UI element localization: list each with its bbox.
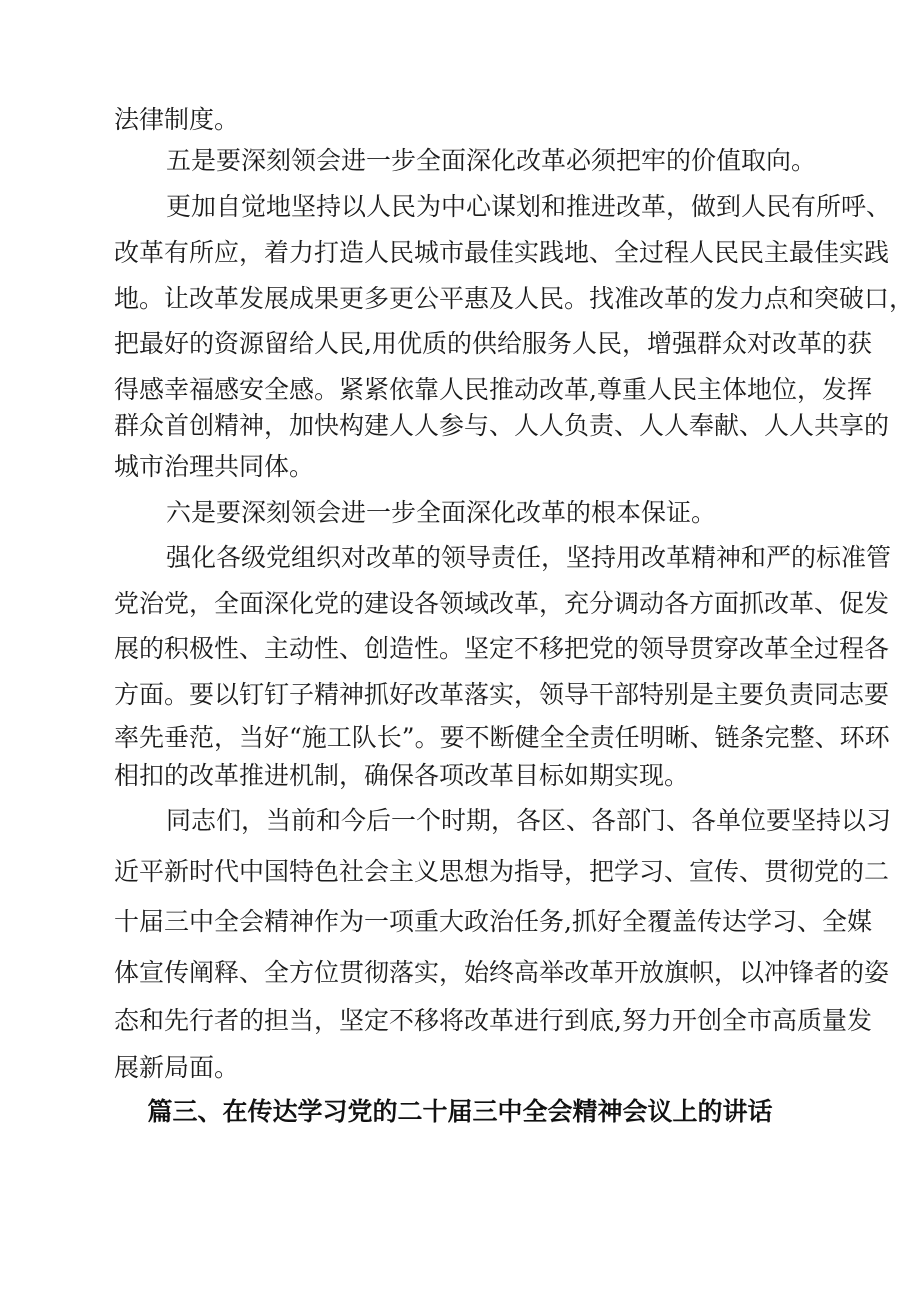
paragraph-line: 方面。要以钉钉子精神抓好改革落实，领导干部特别是主要负责同志要 bbox=[114, 680, 890, 709]
paragraph-line: 体宣传阐释、全方位贯彻落实，始终高举改革开放旗帜，以冲锋者的姿 bbox=[114, 958, 890, 987]
paragraph-line: 态和先行者的担当，坚定不移将改革进行到底,努力开创全市高质量发 bbox=[114, 1006, 872, 1035]
paragraph-line: 得感幸福感安全感。紧紧依靠人民推动改革,尊重人民主体地位，发挥 bbox=[114, 375, 872, 404]
paragraph-line: 十届三中全会精神作为一项重大政治任务,抓好全覆盖传达学习、全媒 bbox=[114, 907, 872, 936]
paragraph-line: 同志们，当前和今后一个时期，各区、各部门、各单位要坚持以习 bbox=[166, 806, 892, 835]
paragraph-line: 把最好的资源留给人民,用优质的供给服务人民，增强群众对改革的获 bbox=[114, 329, 872, 358]
paragraph-line: 相扣的改革推进机制，确保各项改革目标如期实现。 bbox=[114, 761, 690, 790]
article-heading: 篇三、在传达学习党的二十届三中全会精神会议上的讲话 bbox=[147, 1097, 773, 1126]
paragraph-line: 展新局面。 bbox=[114, 1053, 240, 1082]
paragraph-line: 群众首创精神，加快构建人人参与、人人负责、人人奉献、人人共享的 bbox=[114, 411, 890, 440]
paragraph-line: 强化各级党组织对改革的领导责任，坚持用改革精神和严的标准管 bbox=[166, 543, 892, 572]
section-heading-6: 六是要深刻领会进一步全面深化改革的根本保证。 bbox=[166, 498, 717, 527]
paragraph-line: 法律制度。 bbox=[114, 105, 240, 134]
section-heading-5: 五是要深刻领会进一步全面深化改革必须把牢的价值取向。 bbox=[166, 146, 817, 175]
paragraph-line: 率先垂范，当好“施工队长”。要不断健全全责任明晰、链条完整、环环 bbox=[114, 723, 890, 752]
paragraph-line: 改革有所应，着力打造人民城市最佳实践地、全过程人民民主最佳实践 bbox=[114, 238, 890, 267]
paragraph-line: 党治党，全面深化党的建设各领域改革，充分调动各方面抓改革、促发 bbox=[114, 589, 890, 618]
paragraph-line: 展的积极性、主动性、创造性。坚定不移把党的领导贯穿改革全过程各 bbox=[114, 634, 890, 663]
paragraph-line: 城市治理共同体。 bbox=[114, 452, 315, 481]
paragraph-line: 近平新时代中国特色社会主义思想为指导，把学习、宣传、贯彻党的二 bbox=[114, 857, 890, 886]
paragraph-line: 更加自觉地坚持以人民为中心谋划和推进改革，做到人民有所呼、 bbox=[166, 192, 892, 221]
paragraph-line: 地。让改革发展成果更多更公平惠及人民。找准改革的发力点和突破口， bbox=[114, 284, 915, 313]
